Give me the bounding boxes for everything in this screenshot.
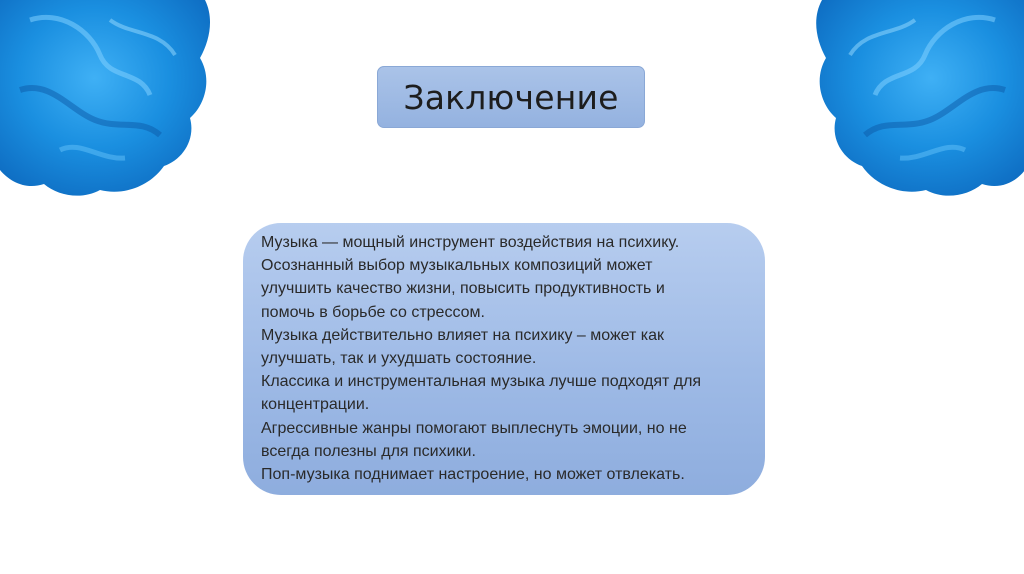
slide-title: Заключение xyxy=(403,77,619,117)
content-line: Классика и инструментальная музыка лучше подходят для xyxy=(261,373,702,391)
content-box xyxy=(243,223,765,495)
content-line: Агрессивные жанры помогают выплеснуть эмоции, но не xyxy=(261,419,687,437)
content-line: Поп-музыка поднимает настроение, но может отвлекать. xyxy=(261,466,685,484)
content-line: улучшить качество жизни, повысить продуктивность и xyxy=(261,280,665,298)
content-line: концентрации. xyxy=(261,396,370,414)
content-line: Осознанный выбор музыкальных композиций может xyxy=(261,257,653,275)
content-line: Музыка действительно влияет на психику – может как xyxy=(261,326,665,344)
blue-ink-decoration-right xyxy=(810,0,1024,200)
content-line: всегда полезны для психики. xyxy=(261,442,476,460)
content-line: помочь в борьбе со стрессом. xyxy=(261,303,485,321)
title-box xyxy=(377,66,645,128)
content-line: Музыка — мощный инструмент воздействия на психику. xyxy=(261,234,680,251)
blue-ink-decoration-left xyxy=(0,0,215,200)
content-line: улучшать, так и ухудшать состояние. xyxy=(261,350,537,368)
